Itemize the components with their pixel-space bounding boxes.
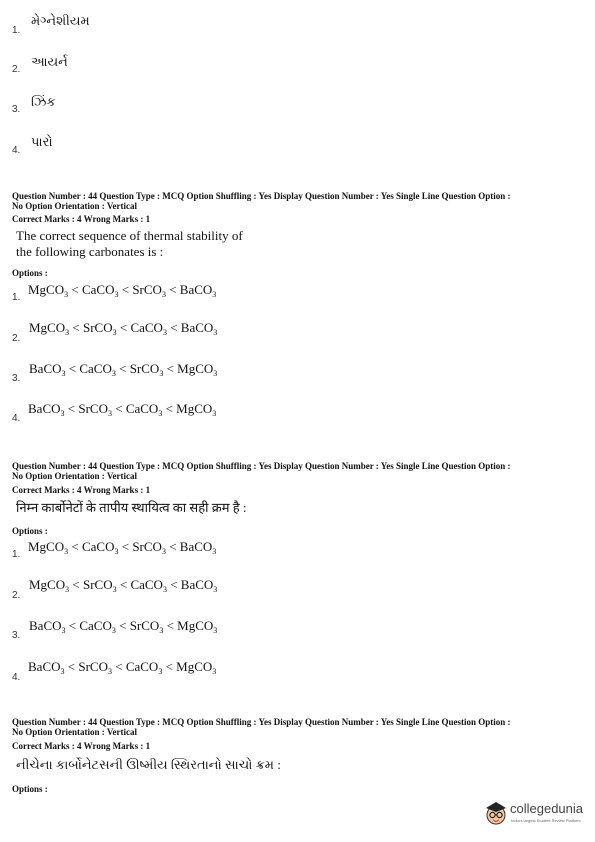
less-than-sign: < bbox=[166, 577, 181, 592]
less-than-sign: < bbox=[162, 659, 177, 674]
carbonate-formula: BaCO$_3$ bbox=[180, 320, 218, 337]
carbonate-formula: SrCO$_3$ bbox=[132, 539, 166, 556]
option-number: 3. bbox=[12, 104, 21, 115]
less-than-sign: < bbox=[111, 659, 126, 674]
option-formula bbox=[29, 361, 217, 377]
option-number: 4. bbox=[12, 413, 21, 424]
option-formula bbox=[29, 320, 217, 336]
option-number: 4. bbox=[12, 145, 21, 156]
question-meta-orientation: No Option Orientation : Vertical bbox=[12, 727, 137, 737]
less-than-sign: < bbox=[64, 659, 79, 674]
option-number: 2. bbox=[12, 590, 21, 601]
carbonate-formula: MgCO$_3$ bbox=[177, 361, 218, 378]
option-text: ઝિંક bbox=[31, 94, 56, 109]
less-than-sign: < bbox=[68, 539, 82, 554]
less-than-sign: < bbox=[64, 401, 79, 416]
carbonate-formula: MgCO$_3$ bbox=[176, 401, 217, 418]
carbonate-formula: BaCO$_3$ bbox=[179, 282, 217, 299]
logo-tagline: India's largest Student Review Platform bbox=[511, 818, 581, 823]
option-formula bbox=[29, 618, 217, 634]
option-number: 1. bbox=[12, 25, 21, 36]
option-text: પારો bbox=[31, 134, 53, 149]
question-stem-line: નીચેના કાર્બોનેટસની ઊષ્મીય સ્થિરતાનો સાચો ક્રમ : bbox=[16, 757, 281, 772]
question-stem-line: the following carbonates is : bbox=[16, 244, 164, 259]
options-label: Options : bbox=[12, 268, 48, 278]
carbonate-formula: SrCO$_3$ bbox=[132, 282, 166, 299]
option-formula bbox=[28, 539, 216, 555]
option-formula bbox=[28, 282, 216, 298]
carbonate-formula: SrCO$_3$ bbox=[129, 618, 164, 635]
less-than-sign: < bbox=[69, 577, 83, 592]
option-formula bbox=[28, 659, 216, 675]
carbonate-formula: CaCO$_3$ bbox=[125, 401, 163, 418]
option-formula bbox=[28, 401, 216, 417]
less-than-sign: < bbox=[115, 361, 130, 376]
less-than-sign: < bbox=[162, 401, 177, 416]
carbonate-formula: CaCO$_3$ bbox=[81, 539, 119, 556]
carbonate-formula: BaCO$_3$ bbox=[180, 577, 218, 594]
option-number: 2. bbox=[12, 333, 21, 344]
option-number: 3. bbox=[12, 373, 21, 384]
collegedunia-logo bbox=[484, 797, 584, 831]
carbonate-formula: CaCO$_3$ bbox=[130, 320, 167, 337]
options-label: Options : bbox=[12, 784, 48, 794]
option-number: 2. bbox=[12, 64, 21, 75]
carbonate-formula: SrCO$_3$ bbox=[129, 361, 164, 378]
carbonate-formula: CaCO$_3$ bbox=[81, 282, 119, 299]
question-meta-orientation: No Option Orientation : Vertical bbox=[12, 201, 137, 211]
carbonate-formula: BaCO$_3$ bbox=[28, 401, 65, 418]
less-than-sign: < bbox=[115, 618, 130, 633]
less-than-sign: < bbox=[111, 401, 126, 416]
carbonate-formula: MgCO$_3$ bbox=[28, 539, 69, 556]
less-than-sign: < bbox=[166, 320, 181, 335]
question-marks: Correct Marks : 4 Wrong Marks : 1 bbox=[12, 485, 151, 495]
carbonate-formula: CaCO$_3$ bbox=[79, 618, 116, 635]
less-than-sign: < bbox=[163, 361, 178, 376]
carbonate-formula: BaCO$_3$ bbox=[29, 618, 66, 635]
question-meta: Question Number : 44 Question Type : MCQ Option Shuffling : Yes Display Question Number : Yes Single Line Question Option : bbox=[12, 191, 511, 201]
less-than-sign: < bbox=[65, 618, 80, 633]
carbonate-formula: SrCO$_3$ bbox=[82, 577, 117, 594]
question-stem-line: निम्न कार्बोनेटों के तापीय स्थायित्व का सही क्रम है : bbox=[16, 500, 247, 515]
less-than-sign: < bbox=[116, 577, 131, 592]
question-meta: Question Number : 44 Question Type : MCQ Option Shuffling : Yes Display Question Number : Yes Single Line Question Option : bbox=[12, 717, 511, 727]
less-than-sign: < bbox=[118, 539, 133, 554]
less-than-sign: < bbox=[65, 361, 80, 376]
option-number: 1. bbox=[12, 549, 21, 560]
option-number: 1. bbox=[12, 292, 21, 303]
carbonate-formula: MgCO$_3$ bbox=[28, 282, 69, 299]
carbonate-formula: SrCO$_3$ bbox=[78, 401, 112, 418]
option-text: આયર્ન bbox=[31, 54, 68, 69]
option-number: 4. bbox=[12, 672, 21, 683]
question-meta: Question Number : 44 Question Type : MCQ Option Shuffling : Yes Display Question Number : Yes Single Line Question Option : bbox=[12, 461, 511, 471]
carbonate-formula: SrCO$_3$ bbox=[78, 659, 112, 676]
options-label: Options : bbox=[12, 526, 48, 536]
option-text: મેગ્નેશીયમ bbox=[31, 13, 90, 28]
less-than-sign: < bbox=[163, 618, 178, 633]
question-meta-orientation: No Option Orientation : Vertical bbox=[12, 471, 137, 481]
carbonate-formula: SrCO$_3$ bbox=[82, 320, 117, 337]
logo-name: collegedunia bbox=[510, 801, 584, 816]
carbonate-formula: MgCO$_3$ bbox=[29, 320, 70, 337]
option-formula bbox=[29, 577, 217, 593]
option-number: 3. bbox=[12, 630, 21, 641]
question-stem-line: The correct sequence of thermal stability of bbox=[16, 228, 243, 243]
less-than-sign: < bbox=[165, 282, 180, 297]
less-than-sign: < bbox=[165, 539, 180, 554]
mascot-icon bbox=[484, 799, 508, 827]
carbonate-formula: MgCO$_3$ bbox=[177, 618, 218, 635]
carbonate-formula: CaCO$_3$ bbox=[125, 659, 163, 676]
less-than-sign: < bbox=[68, 282, 82, 297]
carbonate-formula: MgCO$_3$ bbox=[29, 577, 70, 594]
carbonate-formula: BaCO$_3$ bbox=[29, 361, 66, 378]
carbonate-formula: BaCO$_3$ bbox=[28, 659, 65, 676]
less-than-sign: < bbox=[118, 282, 133, 297]
carbonate-formula: CaCO$_3$ bbox=[130, 577, 167, 594]
carbonate-formula: MgCO$_3$ bbox=[176, 659, 217, 676]
carbonate-formula: BaCO$_3$ bbox=[179, 539, 217, 556]
less-than-sign: < bbox=[116, 320, 131, 335]
less-than-sign: < bbox=[69, 320, 83, 335]
question-marks: Correct Marks : 4 Wrong Marks : 1 bbox=[12, 214, 151, 224]
carbonate-formula: CaCO$_3$ bbox=[79, 361, 116, 378]
question-marks: Correct Marks : 4 Wrong Marks : 1 bbox=[12, 741, 151, 751]
